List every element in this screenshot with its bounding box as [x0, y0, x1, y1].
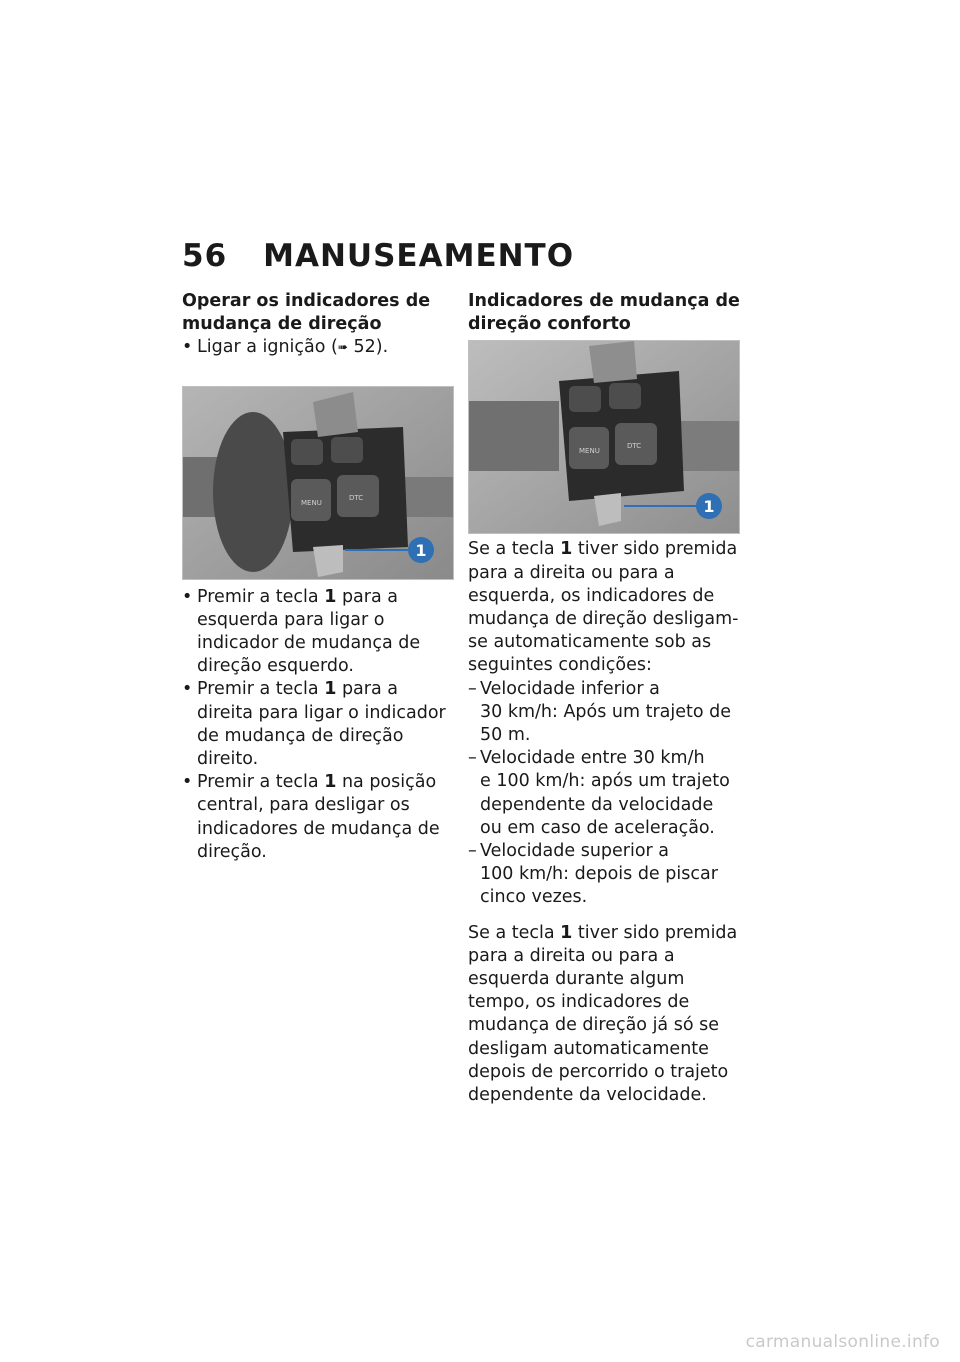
dtc-button-label: DTC	[349, 493, 364, 502]
handlebar-switch-photo	[182, 386, 454, 580]
step-left-indicator: • Premir a tecla 1 para a esquerda para ligar o indicador de mudança de direção esquerdo.	[182, 586, 454, 679]
watermark: carmanualsonline.info	[745, 1332, 940, 1352]
menu-button-label: MENU	[579, 447, 600, 456]
menu-button-label: MENU	[301, 498, 322, 507]
page-header	[182, 238, 574, 274]
comfort-paragraph-2: Se a tecla 1 tiver sido premida para a direita ou para a esquerda durante algum tempo, os indicadores de mudança de direção já só se desligam automaticamente depois de percorrido o trajeto dependente da velocidade.	[468, 922, 738, 1106]
right-column	[468, 290, 740, 1107]
comfort-paragraph-1: Se a tecla 1 tiver sido premida para a direita ou para a esquerda, os indicadores de mudança de direção desligam-se automaticamente sob as seguintes condições:	[468, 539, 739, 676]
section-title: MANUSEAMENTO	[263, 238, 575, 274]
step-cancel-indicator: • Premir a tecla 1 na posição central, para desligar os indicadores de mudança de direção.	[182, 771, 454, 864]
step-right-indicator: • Premir a tecla 1 para a direita para ligar o indicador de mudança de direção direito.	[182, 678, 454, 771]
callout-number: 1	[703, 497, 715, 517]
dtc-button-label: DTC	[627, 442, 642, 451]
page-ref-arrow-icon: ➠	[337, 340, 348, 355]
right-heading: Indicadores de mudança de direção conforto	[468, 291, 740, 335]
condition-30-to-100: – Velocidade entre 30 km/h e 100 km/h: após um trajeto dependente da velocidade ou em caso de aceleração.	[468, 747, 740, 840]
left-heading: Operar os indicadores de mudança de direção	[182, 291, 431, 335]
page-number: 56	[182, 238, 228, 274]
callout-number: 1	[415, 540, 427, 560]
condition-above-100: – Velocidade superior a 100 km/h: depois de piscar cinco vezes.	[468, 840, 740, 910]
condition-below-30: – Velocidade inferior a 30 km/h: Após um trajeto de 50 m.	[468, 678, 740, 748]
step-ignition: • Ligar a ignição (➠ 52).	[182, 336, 454, 359]
comfort-indicator-photo	[468, 340, 740, 534]
left-column	[182, 290, 454, 864]
page-ref-link[interactable]: 52	[353, 337, 376, 358]
